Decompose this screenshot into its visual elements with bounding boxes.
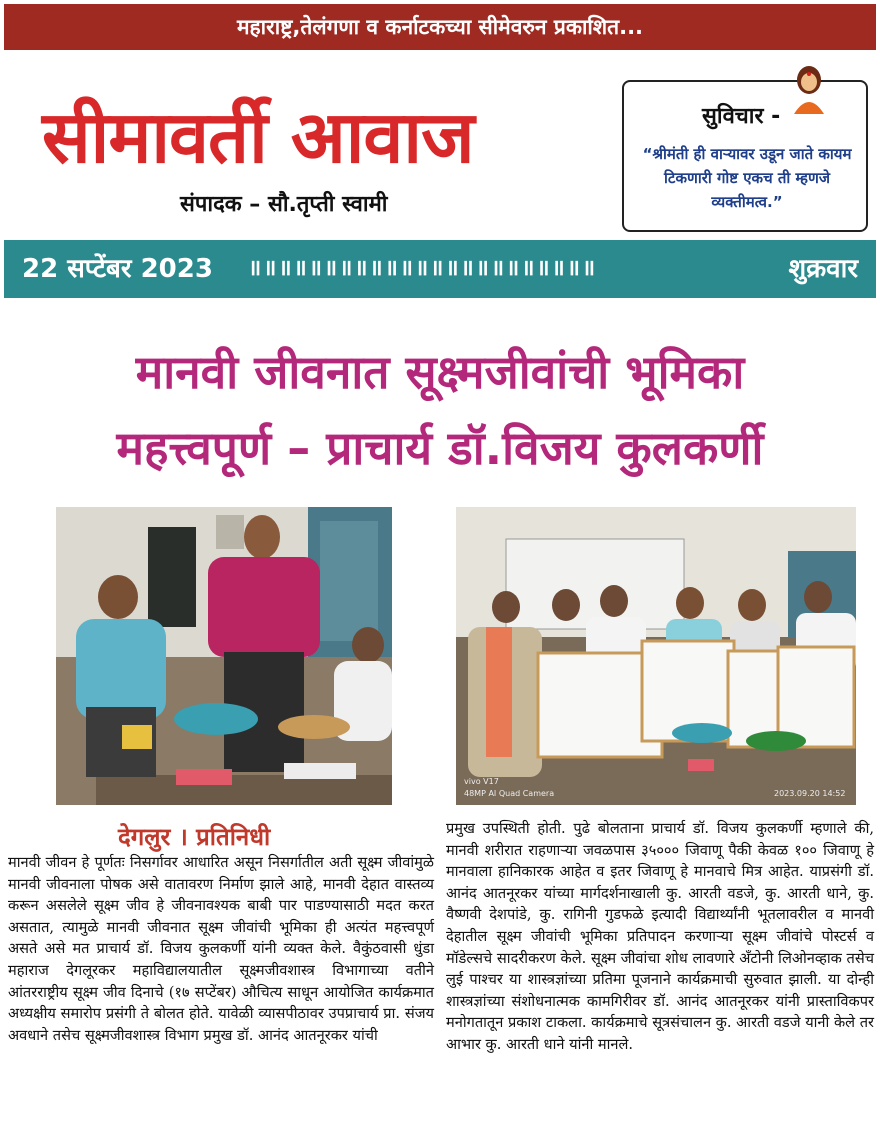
issue-day: शुक्रवार [788,254,858,284]
article-dateline: देगलुर । प्रतिनिधी [118,823,271,851]
top-banner: महाराष्ट्र,तेलंगणा व कर्नाटकच्या सीमेवरुन प्रकाशित... [4,4,876,50]
date-separator: ॥॥॥॥॥॥॥॥॥॥॥॥॥॥॥॥॥॥॥॥॥॥॥ [248,256,598,281]
date-bar [4,240,876,298]
photo-timestamp: 2023.09.20 14:52 [774,789,846,798]
headline-line-1: मानवी जीवनात सूक्ष्मजीवांची भूमिका [135,345,745,399]
editor-line: संपादक – सौ.तृप्ती स्वामी [180,192,388,217]
quote-heading: सुविचार - [702,104,781,129]
camera-watermark-spec: 48MP AI Quad Camera [464,789,555,798]
quote-text: “श्रीमंती ही वाऱ्यावर उडून जाते कायम टिकणारी गोष्ट एकच ती म्हणजे व्यक्तीमत्व.” [642,145,852,211]
quote-box [622,80,868,232]
event-photo-left [56,507,392,805]
newspaper-title: सीमावर्ती आवाज [42,95,474,179]
camera-watermark-model: vivo V17 [464,777,499,786]
article-column-right: प्रमुख उपस्थिती होती. पुढे बोलताना प्राचार्य डॉ. विजय कुलकर्णी म्हणाले की, मानवी शरीरात राहणाऱ्या जवळपास ३५००० जिवाणू पैकी केवळ १०० जिवाणू हे मानवाला हानिकारक आहेत व इतर जिवाणू हे मानवाचे मित्र आहेत. याप्रसंगी डॉ. आनंद आतनूरकर यांच्या मार्गदर्शनाखाली कु. आरती वडजे, कु. आरती धाने, कु. वैष्णवी देशपांडे, कु. रागिनी गुडफळे इत्यादी विद्यार्थ्यांनी भूतलावरील व मानवी देहातील सूक्ष्म जीवांची भूमिका प्रतिपादन करणाऱ्या सूक्ष्म जीवांचे पोस्टर्स व मॉडेल्सचे सादरीकरण केले. सूक्ष्म जीवांचा शोध लावणारे अँटोनी लिओनव्हाक तसेच लुई पाश्चर या शास्त्रज्ञांच्या प्रतिमा पूजनाने कार्यक्रमाची सुरुवात झाली. या दोन्ही शास्त्रज्ञांच्या संशोधनात्मक कामगिरीवर डॉ. आनंद आतनूरकर यांनी प्रास्ताविकपर मनोगतातून प्रकाश टाकला. कार्यक्रमाचे सूत्रसंचालन कु. आरती वडजे यानी केले तर आभार कु. आरती धाने यांनी मानले. [446,820,874,1053]
event-photo-right [456,507,856,805]
quote-avatar-icon [788,64,830,114]
headline-line-2: महत्त्वपूर्ण – प्राचार्य डॉ.विजय कुलकर्णी [116,421,764,475]
article-column-left: मानवी जीवन हे पूर्णतः निसर्गावर आधारित असून निसर्गातील अती सूक्ष्म जीवांमुळे मानवी जीवनाला पोषक असे वातावरण निर्माण झाले आहे, मानवी देहात वास्तव्य करून असलेले सूक्ष्म जीव हे जीवनावश्यक बाबी पार पाडण्यासाठी मदत करत असतात, त्यामुळे मानवी जीवनात सूक्ष्म जीवांची भूमिका ही अत्यंत महत्त्वपूर्ण असते असे मत प्राचार्य डॉ. विजय कुलकर्णी यांनी व्यक्त केले. वैकुंठवासी धुंडा महाराज देगलूरकर महाविद्यालयातील सूक्ष्मजीवशास्त्र विभागाच्या वतीने आंतरराष्ट्रीय सूक्ष्म जीव दिनाचे (१७ सप्टेंबर) औचित्य साधून आयोजित कार्यक्रमात अध्यक्षीय समारोप प्रसंगी ते बोलत होते. यावेळी व्यासपीठावर उपप्राचार्य प्रा. संजय अवधाने तसेच सूक्ष्मजीवशास्त्र विभाग प्रमुख डॉ. आनंद आतनूरकर यांची [8,854,434,1044]
issue-date: 22 सप्टेंबर 2023 [22,254,213,284]
